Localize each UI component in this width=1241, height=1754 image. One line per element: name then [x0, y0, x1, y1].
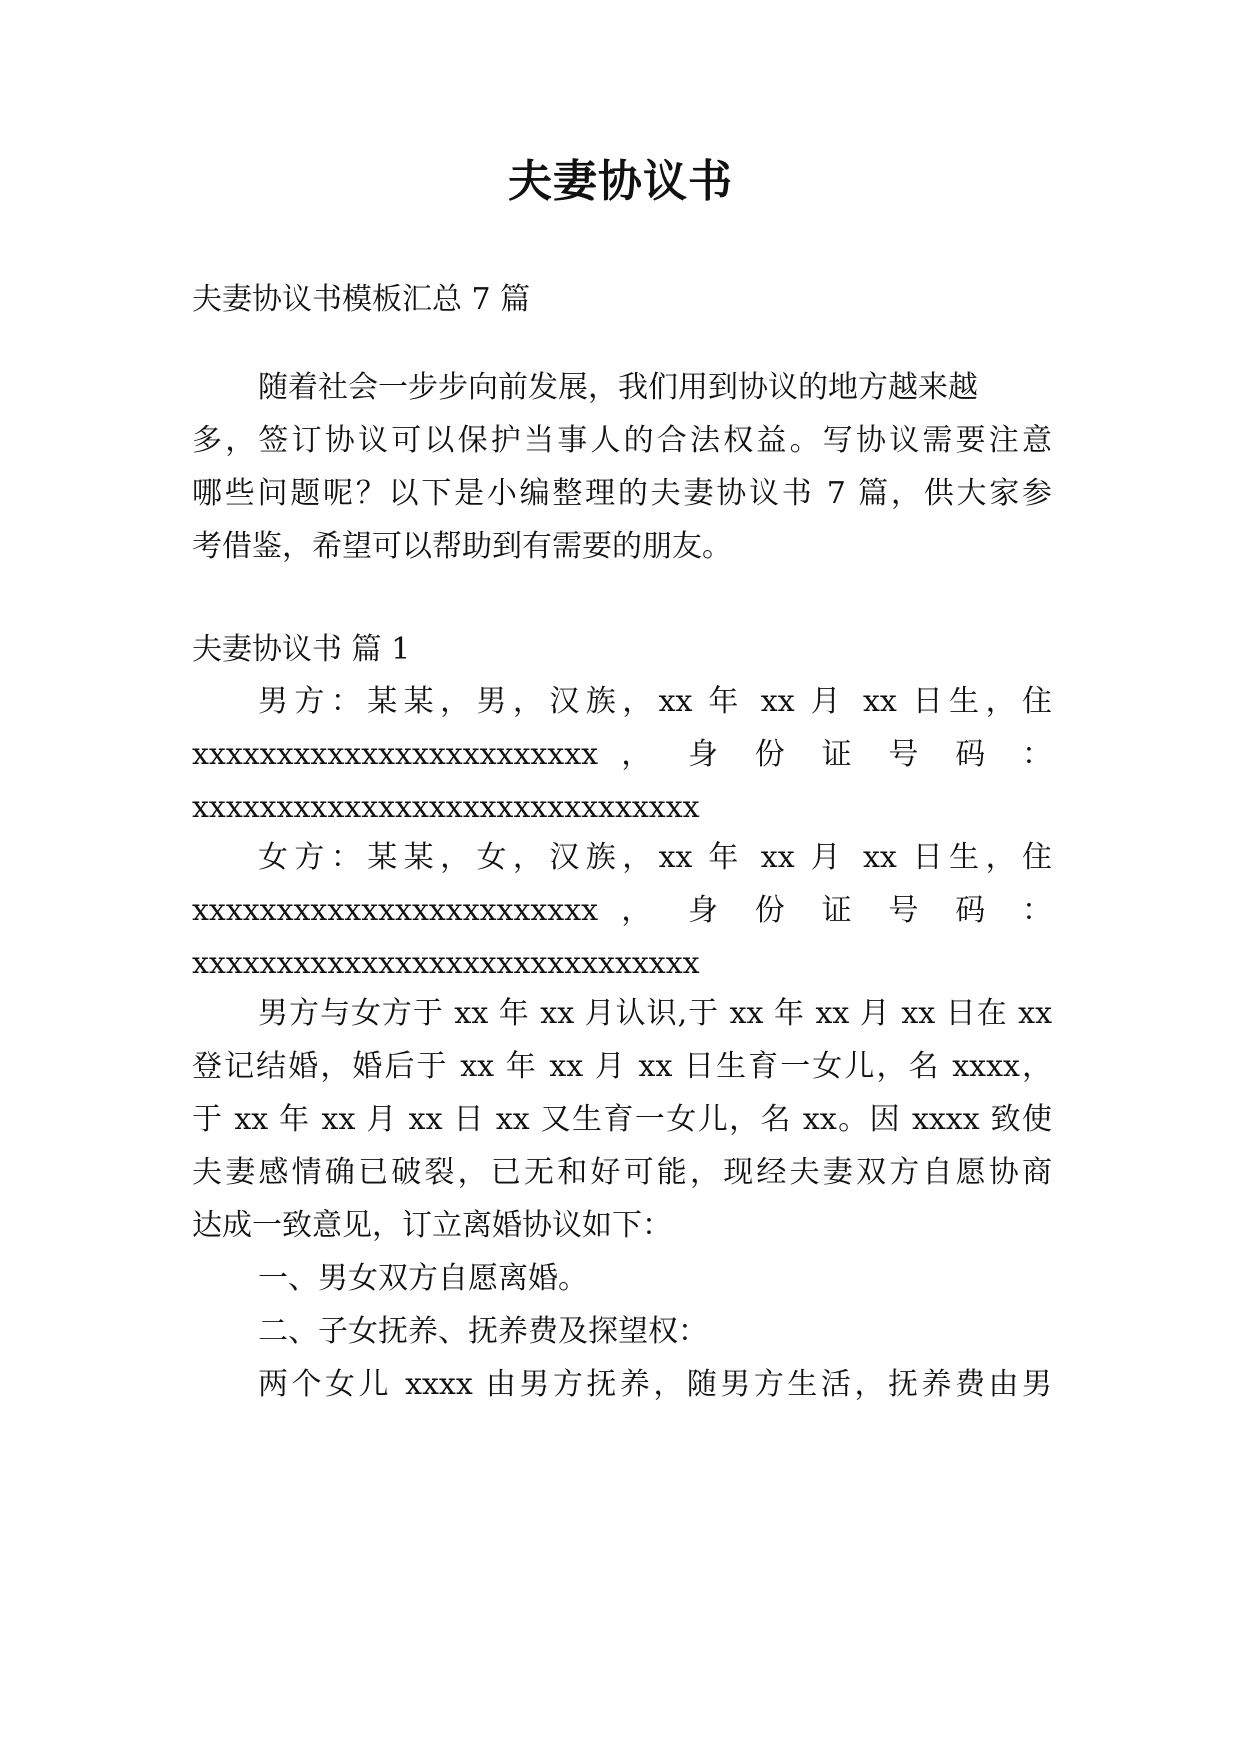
- background-line-5: 达成一致意见，订立离婚协议如下：: [192, 1208, 672, 1243]
- document-subtitle: 夫妻协议书模板汇总 7 篇: [192, 282, 531, 317]
- clause-2-text: 两个女儿 xxxx 由男方抚养，随男方生活，抚养费由男: [258, 1367, 1052, 1402]
- intro-line-4: 考借鉴，希望可以帮助到有需要的朋友。: [192, 529, 732, 564]
- intro-line-1: 随着社会一步步向前发展，我们用到协议的地方越来越: [258, 370, 978, 405]
- background-line-2: 登记结婚，婚后于 xx 年 xx 月 xx 日生育一女儿，名 xxxx，: [192, 1049, 1052, 1084]
- male-party-line-1: 男方：某某，男，汉族，xx 年 xx 月 xx 日生，住: [258, 684, 1052, 719]
- intro-line-2: 多，签订协议可以保护当事人的合法权益。写协议需要注意: [192, 423, 1052, 458]
- background-line-1: 男方与女方于 xx 年 xx 月认识,于 xx 年 xx 月 xx 日在 xx: [258, 996, 1052, 1031]
- document-title: 夫妻协议书: [508, 156, 733, 207]
- female-party-line-1: 女方：某某，女，汉族，xx 年 xx 月 xx 日生，住: [258, 840, 1052, 875]
- background-line-4: 夫妻感情确已破裂，已无和好可能，现经夫妻双方自愿协商: [192, 1155, 1052, 1190]
- male-party-line-3: xxxxxxxxxxxxxxxxxxxxxxxxxxxxxx: [192, 790, 700, 825]
- clause-1: 一、男女双方自愿离婚。: [258, 1261, 588, 1296]
- background-line-3: 于 xx 年 xx 月 xx 日 xx 又生育一女儿，名 xx。因 xxxx 致使: [192, 1102, 1052, 1137]
- intro-line-3: 哪些问题呢？以下是小编整理的夫妻协议书 7 篇，供大家参: [192, 476, 1052, 511]
- female-party-line-2: xxxxxxxxxxxxxxxxxxxxxxxx ， 身 份 证 号 码 ：: [192, 893, 1052, 928]
- section-heading: 夫妻协议书 篇 1: [192, 632, 411, 667]
- male-party-line-2: xxxxxxxxxxxxxxxxxxxxxxxx ， 身 份 证 号 码 ：: [192, 737, 1052, 772]
- female-party-line-3: xxxxxxxxxxxxxxxxxxxxxxxxxxxxxx: [192, 946, 700, 981]
- clause-2-heading: 二、子女抚养、抚养费及探望权：: [258, 1314, 708, 1349]
